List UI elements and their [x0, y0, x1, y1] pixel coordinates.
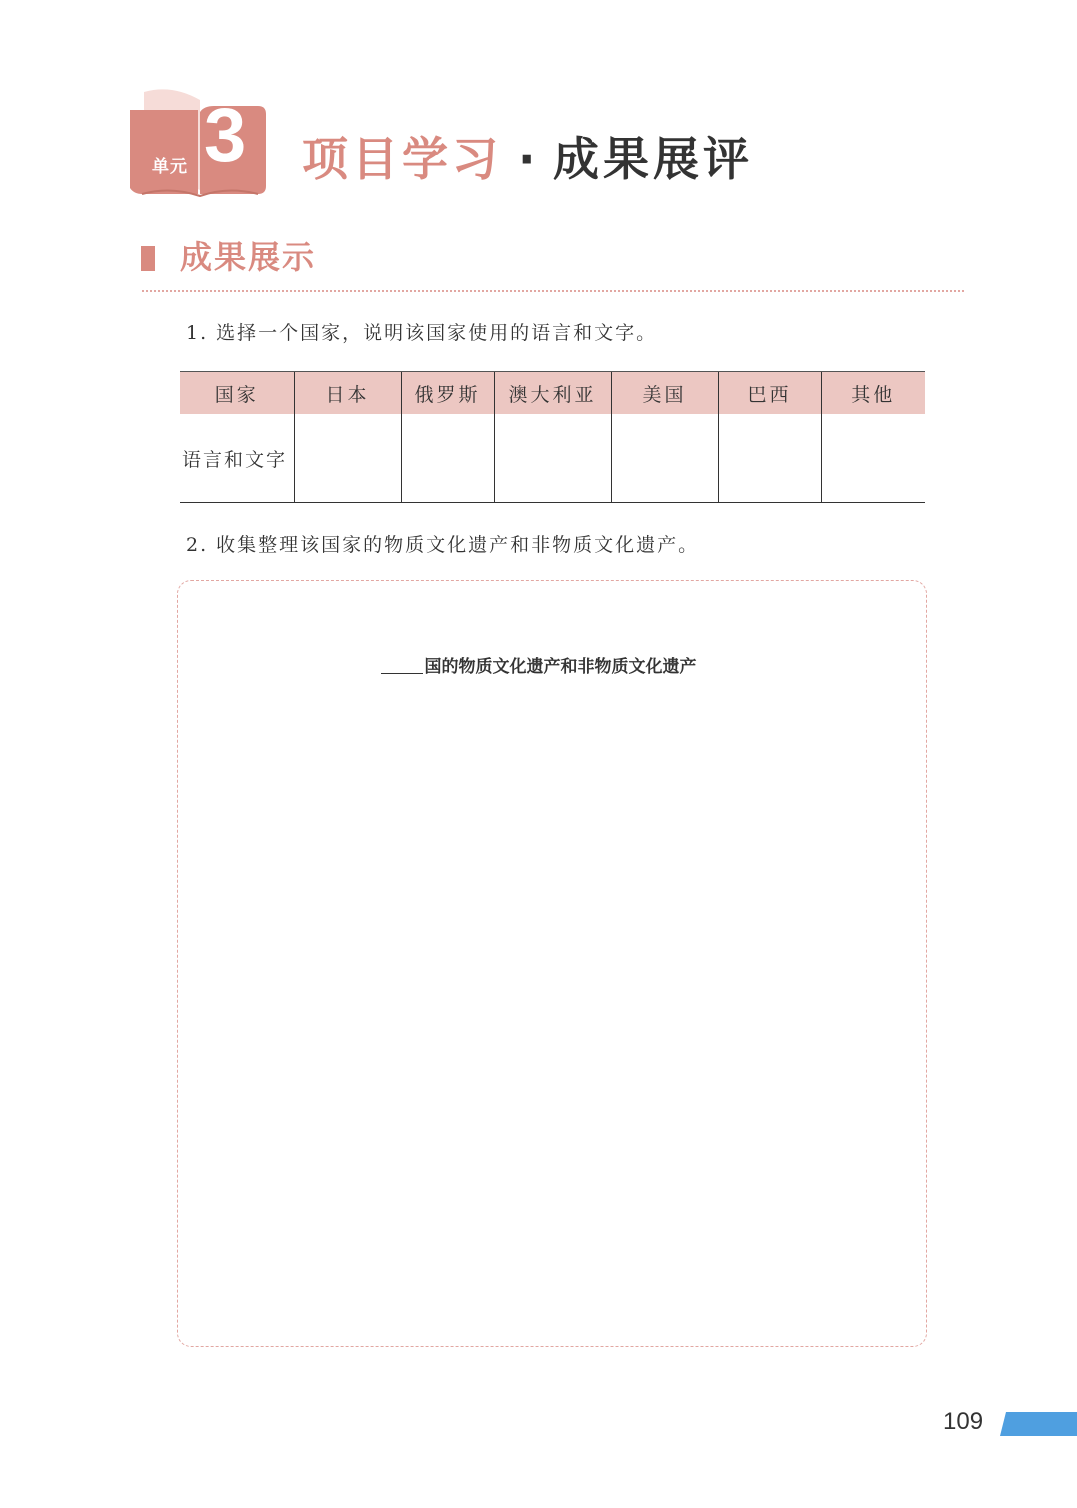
answer-box[interactable]	[177, 580, 927, 1347]
page-tab-decoration	[1000, 1412, 1077, 1436]
table-header-row	[180, 372, 925, 415]
table-row	[180, 414, 925, 503]
page-title-main: 项目学习	[302, 132, 502, 186]
answer-cell-australia[interactable]	[494, 414, 611, 503]
page-number: 109	[943, 1408, 984, 1435]
fill-in-blank[interactable]	[381, 673, 423, 674]
header-cell-other: 其他	[821, 372, 925, 415]
section-marker	[141, 246, 155, 271]
answer-box-heading	[0, 652, 1077, 677]
answer-cell-russia[interactable]	[401, 414, 494, 503]
page-title-sub: 成果展评	[553, 132, 753, 186]
answer-box-heading-text: 国的物质文化遗产和非物质文化遗产	[424, 657, 697, 677]
unit-number: 3	[204, 93, 247, 178]
row-label-language: 语言和文字	[180, 414, 294, 503]
header-cell-russia: 俄罗斯	[401, 372, 494, 415]
page-title-separator: ·	[518, 132, 536, 186]
unit-label: 单元	[152, 157, 188, 177]
section-divider	[142, 290, 964, 292]
header-cell-australia: 澳大利亚	[494, 372, 611, 415]
language-table	[180, 371, 925, 503]
question-2: 2. 收集整理该国家的物质文化遗产和非物质文化遗产。	[186, 534, 700, 556]
answer-cell-japan[interactable]	[294, 414, 401, 503]
header-cell-country: 国家	[180, 372, 294, 415]
answer-cell-brazil[interactable]	[718, 414, 821, 503]
answer-cell-usa[interactable]	[611, 414, 718, 503]
header-cell-brazil: 巴西	[718, 372, 821, 415]
header-cell-japan: 日本	[294, 372, 401, 415]
answer-cell-other[interactable]	[821, 414, 925, 503]
unit-book-icon	[128, 86, 270, 198]
header-cell-usa: 美国	[611, 372, 718, 415]
question-1: 1. 选择一个国家，说明该国家使用的语言和文字。	[186, 322, 658, 344]
section-title: 成果展示	[180, 238, 317, 276]
